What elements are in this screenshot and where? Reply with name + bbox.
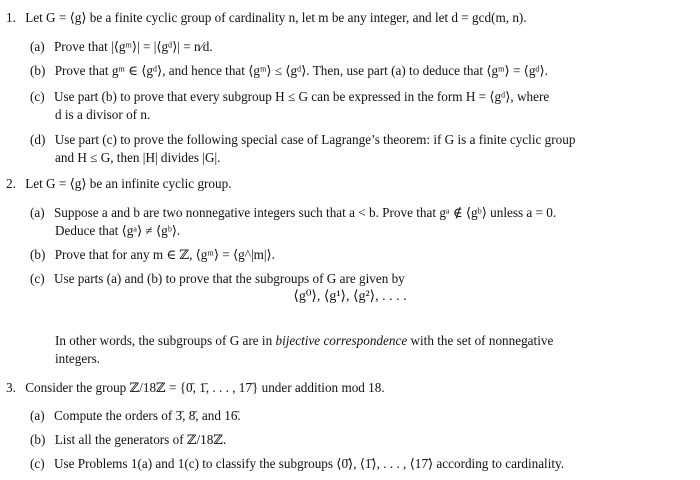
- subgroup-list-display: ⟨g⁰⟩, ⟨g¹⟩, ⟨g²⟩, . . . .: [293, 289, 407, 304]
- problem-1d: [30, 131, 575, 149]
- problem-3c-text: Use Problems 1(a) and 1(c) to classify the subgroups ⟨0̄⟩, ⟨1̄⟩, . . . , ⟨17̄⟩ according to cardinality.: [53, 456, 565, 471]
- problem-1d-label: (d): [30, 132, 46, 147]
- problem-3c-label: (c): [30, 456, 45, 471]
- problem-1a-text: Prove that |⟨gᵐ⟩| = |⟨gᵈ⟩| = n⁄d.: [53, 39, 213, 54]
- problem-2c-label: (c): [30, 271, 45, 286]
- problem-1b-text: Prove that gᵐ ∈ ⟨gᵈ⟩, and hence that ⟨gᵐ⟩ ≤ ⟨gᵈ⟩. Then, use part (a) to deduce that ⟨gᵐ⟩ = ⟨gᵈ⟩.: [54, 63, 548, 78]
- problem-1-number: 1.: [6, 10, 16, 25]
- problem-2: [6, 175, 232, 193]
- problem-2c-text: Use parts (a) and (b) to prove that the subgroups of G are given by: [53, 271, 405, 286]
- problem-1-stem: Let G = ⟨g⟩ be a finite cyclic group of cardinality n, let m be any integer, and let d = gcd(m, n).: [25, 10, 527, 25]
- problem-1a-label: (a): [30, 39, 45, 54]
- problem-1c-label: (c): [30, 89, 45, 104]
- problem-1d-text-line-2: and H ≤ G, then |H| divides |G|.: [55, 150, 221, 165]
- problem-2-number: 2.: [6, 176, 16, 191]
- problem-1c-text-line-1: Use part (b) to prove that every subgroup H ≤ G can be expressed in the form H = ⟨gᵈ⟩, where: [53, 89, 550, 104]
- problem-1b: [30, 62, 548, 80]
- remark-text-start: In other words, the subgroups of G are in: [55, 333, 276, 348]
- problem-2-stem: Let G = ⟨g⟩ be an infinite cyclic group.: [25, 176, 232, 191]
- problem-3a-label: (a): [30, 408, 45, 423]
- problem-3b: [30, 431, 226, 449]
- problem-2c-remark-line-2: integers.: [55, 351, 101, 366]
- problem-1a: [30, 38, 213, 56]
- problem-2a: [30, 204, 556, 222]
- problem-2c: [30, 270, 405, 288]
- problem-3-number: 3.: [6, 380, 16, 395]
- problem-3-stem: Consider the group ℤ/18ℤ = {0̄, 1̄, . . . , 17̄} under addition mod 18.: [25, 380, 385, 395]
- problem-3: [6, 379, 385, 397]
- remark-emphasis: bijective correspondence: [275, 333, 408, 348]
- problem-2a-label: (a): [30, 205, 45, 220]
- problem-2a-text-line-2: Deduce that ⟨gᵃ⟩ ≠ ⟨gᵇ⟩.: [55, 223, 181, 238]
- problem-2b: [30, 246, 275, 264]
- problem-1c-text-line-2: d is a divisor of n.: [55, 107, 151, 122]
- problem-1c: [30, 88, 549, 106]
- problem-3b-label: (b): [30, 432, 46, 447]
- problem-1: [6, 9, 527, 27]
- problem-1d-text-line-1: Use part (c) to prove the following special case of Lagrange’s theorem: if G is a finite cyclic group: [54, 132, 576, 147]
- remark-text-end: with the set of nonnegative: [407, 333, 554, 348]
- problem-2b-text: Prove that for any m ∈ ℤ, ⟨gᵐ⟩ = ⟨g^|m|⟩.: [54, 247, 275, 262]
- problem-1b-label: (b): [30, 63, 46, 78]
- problem-3a: [30, 407, 241, 425]
- problem-3a-text: Compute the orders of 3̄, 8̄, and 16̄.: [53, 408, 241, 423]
- problem-2b-label: (b): [30, 247, 46, 262]
- problem-2a-text-line-1: Suppose a and b are two nonnegative integers such that a < b. Prove that gᵃ ∉ ⟨gᵇ⟩ unless a = 0.: [53, 205, 557, 220]
- problem-2c-remark-line-1: [55, 332, 553, 350]
- problem-3b-text: List all the generators of ℤ/18ℤ.: [54, 432, 227, 447]
- problem-3c: [30, 455, 564, 473]
